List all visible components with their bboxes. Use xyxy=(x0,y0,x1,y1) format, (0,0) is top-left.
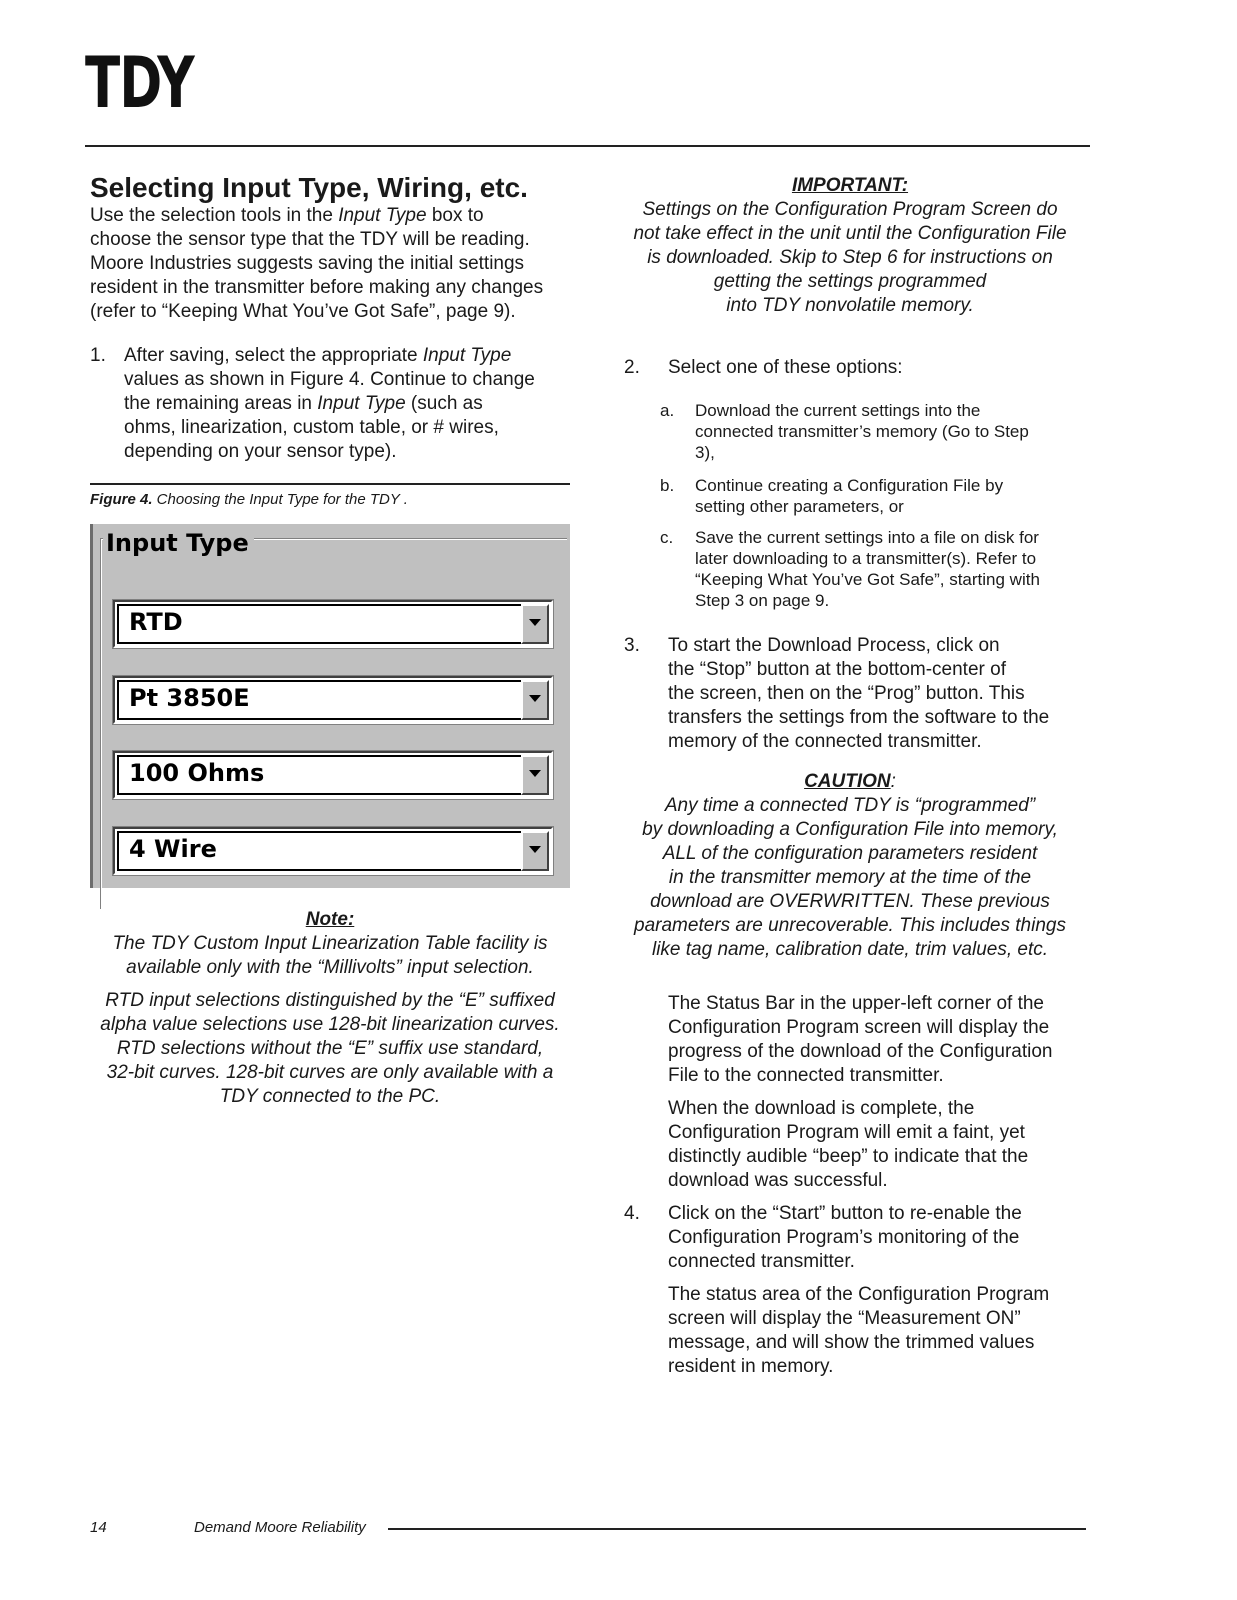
sensor-type-select[interactable]: RTD xyxy=(113,600,553,648)
figure-caption: Figure 4. Choosing the Input Type for the TDY . xyxy=(90,491,408,508)
step-number: 1. xyxy=(90,345,106,366)
status-paragraph: The Status Bar in the upper-left corner of the Configuration Program screen will display the progress of the download of the Configuration File to the connected transmitter. xyxy=(668,993,1053,1086)
chevron-down-icon xyxy=(529,619,541,626)
chevron-down-icon xyxy=(529,846,541,853)
note-block: Note: The TDY Custom Input Linearization Table facility is available only with the “Millivolts” input selection. RTD input selections distinguished by the “E” suffixed alpha value selections use 128-bit linearization curves. RTD selections without the “E” suffix use standard, 32-bit curves. 128-bit curves are only available with a TDY connected to the PC. xyxy=(90,908,570,1109)
dropdown-button[interactable] xyxy=(521,755,549,795)
brand-logo: TDY xyxy=(85,42,194,124)
dropdown-button[interactable] xyxy=(521,831,549,871)
linearization-select[interactable]: Pt 3850E xyxy=(113,676,553,724)
chevron-down-icon xyxy=(529,695,541,702)
step-number: 3. xyxy=(624,635,640,656)
dropdown-button[interactable] xyxy=(521,604,549,644)
ohms-select[interactable]: 100 Ohms xyxy=(113,751,553,799)
step-number: 2. xyxy=(624,357,640,378)
chevron-down-icon xyxy=(529,770,541,777)
dropdown-button[interactable] xyxy=(521,680,549,720)
input-type-panel xyxy=(90,524,570,888)
footer-rule xyxy=(388,1528,1086,1530)
intro-paragraph: Use the selection tools in the Input Type box to choose the sensor type that the TDY will be reading. Moore Industries suggests saving the initial settings resident in the transmitter before making any changes (refer to “Keeping What You’ve Got Safe”, page 9). xyxy=(90,205,544,322)
final-paragraph: The status area of the Configuration Program screen will display the “Measurement ON” message, and will show the trimmed values resident in memory. xyxy=(668,1284,1050,1377)
groupbox-title: Input Type xyxy=(103,528,254,558)
important-title: IMPORTANT: xyxy=(791,175,909,196)
beep-paragraph: When the download is complete, the Configuration Program will emit a faint, yet distinctly audible “beep” to indicate that the download was successful. xyxy=(668,1098,1029,1191)
note-title: Note: xyxy=(305,909,355,930)
footer-tagline: Demand Moore Reliability xyxy=(194,1519,366,1536)
step-number: 4. xyxy=(624,1203,640,1224)
caution-title: CAUTION xyxy=(804,771,891,792)
figure-rule xyxy=(90,483,570,485)
wires-select[interactable]: 4 Wire xyxy=(113,827,553,875)
caution-block: CAUTION: Any time a connected TDY is “programmed” by downloading a Configuration File into memory, ALL of the configuration parameters resident in the transmitter memory at the time of the download are OVERWRITTEN. These previous parameters are unrecoverable. This includes things like tag name, calibration date, trim values, etc. xyxy=(634,771,1066,960)
important-block: IMPORTANT: Settings on the Configuration Program Screen do not take effect in the unit until the Configuration File is downloaded. Skip to Step 6 for instructions on getting the settings programmed into TDY nonvolatile memory. xyxy=(620,174,1080,318)
header-rule xyxy=(85,145,1090,147)
section-heading: Selecting Input Type, Wiring, etc. xyxy=(90,172,528,203)
page-number: 14 xyxy=(90,1519,107,1536)
